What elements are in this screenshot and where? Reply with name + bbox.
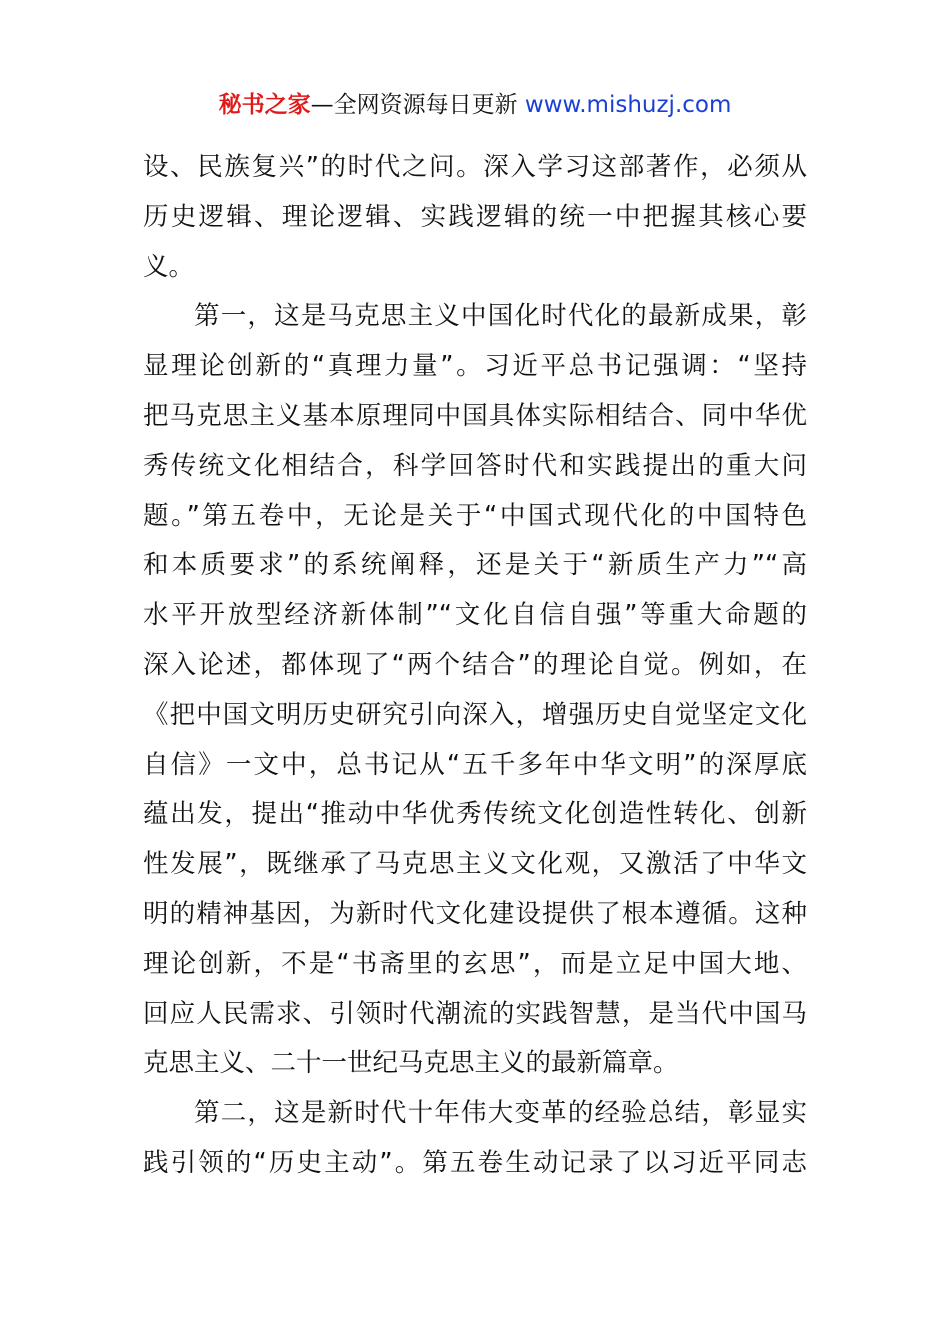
header-tagline: —全网资源每日更新 [310, 92, 525, 118]
text-line: 把马克思主义基本原理同中国具体实际相结合、同中华优 [143, 400, 807, 431]
text-line: 理论创新，不是“书斋里的玄思”，而是立足中国大地、 [143, 948, 807, 979]
text-line: 义。 [143, 251, 195, 282]
text-line: 秀传统文化相结合，科学回答时代和实践提出的重大问 [143, 450, 807, 481]
text-line: 题。”第五卷中，无论是关于“中国式现代化的中国特色 [143, 500, 807, 531]
text-line: 水平开放型经济新体制”“文化自信自强”等重大命题的 [143, 600, 807, 631]
text-line: 历史逻辑、理论逻辑、实践逻辑的统一中把握其核心要 [143, 201, 807, 232]
body-text [143, 143, 807, 1189]
text-line: 回应人民需求、引领时代潮流的实践智慧，是当代中国马 [143, 998, 807, 1029]
text-line: 深入论述，都体现了“两个结合”的理论自觉。例如，在 [143, 649, 807, 680]
paragraph-first-line: 第二，这是新时代十年伟大变革的经验总结，彰显实 [194, 1098, 807, 1129]
text-line: 和本质要求”的系统阐释，还是关于“新质生产力”“高 [143, 550, 807, 581]
text-line: 明的精神基因，为新时代文化建设提供了根本遵循。这种 [143, 898, 807, 929]
text-line: 克思主义、二十一世纪马克思主义的最新篇章。 [143, 1048, 679, 1079]
header-brand: 秘书之家 [218, 92, 311, 118]
page-header [0, 88, 950, 122]
text-line: 显理论创新的“真理力量”。习近平总书记强调：“坚持 [143, 351, 807, 382]
text-line: 践引领的“历史主动”。第五卷生动记录了以习近平同志 [143, 1147, 807, 1178]
paragraph-first-line: 第一，这是马克思主义中国化时代化的最新成果，彰 [194, 301, 807, 332]
text-line: 自信》一文中，总书记从“五千多年中华文明”的深厚底 [143, 749, 807, 780]
text-line: 蕴出发，提出“推动中华优秀传统文化创造性转化、创新 [143, 799, 807, 830]
text-line: 设、民族复兴”的时代之问。深入学习这部著作，必须从 [143, 152, 807, 182]
text-line: 《把中国文明历史研究引向深入，增强历史自觉坚定文化 [143, 699, 807, 730]
header-url-link[interactable]: www.mishuzj.com [524, 92, 732, 118]
text-line: 性发展”，既继承了马克思主义文化观，又激活了中华文 [143, 849, 807, 880]
